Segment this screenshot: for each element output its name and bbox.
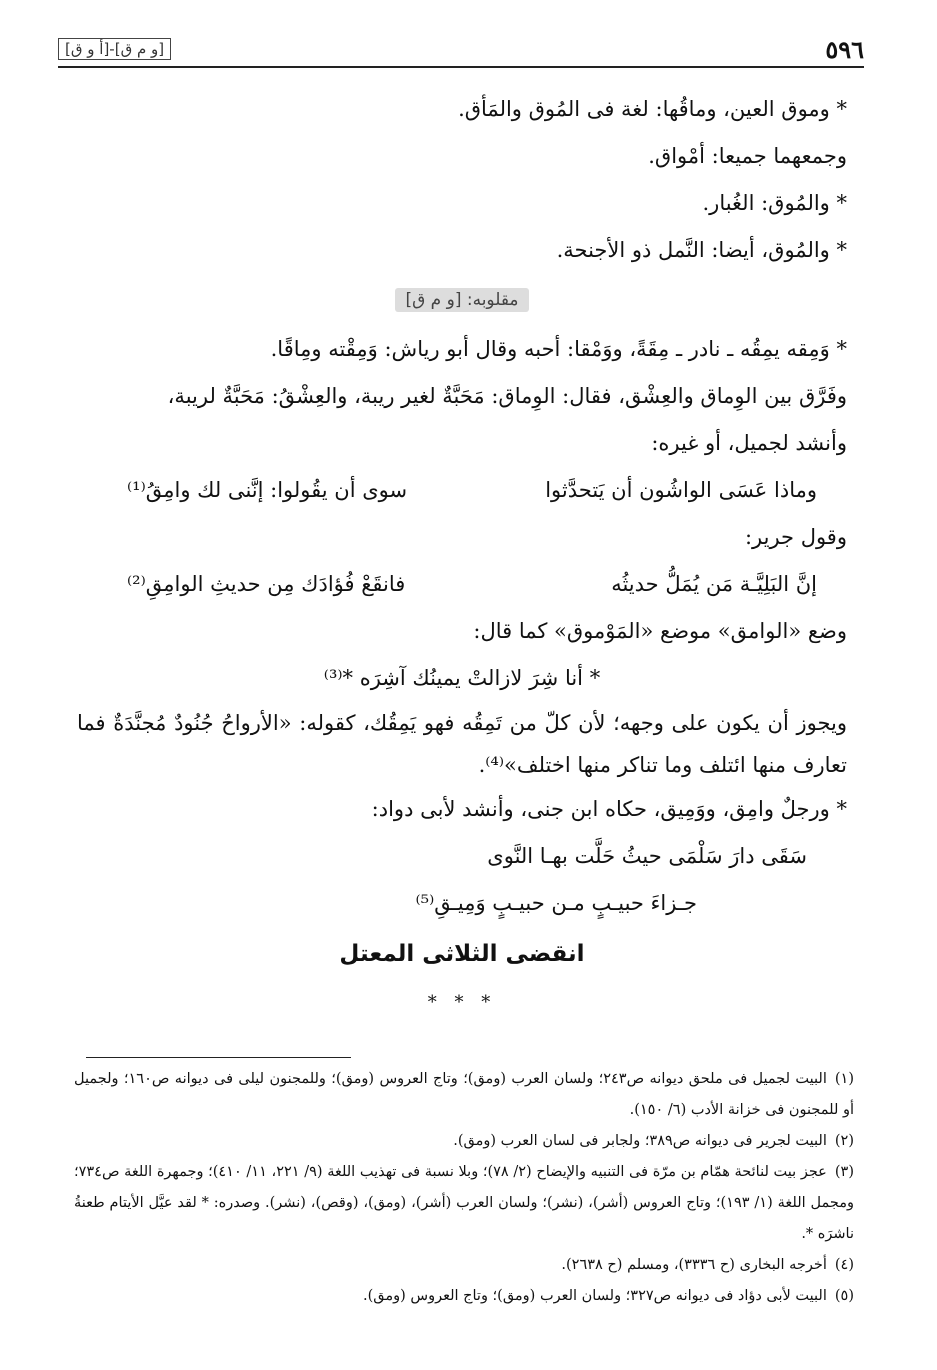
footnote-text: أخرجه البخارى (ح ٣٣٣٦)، ومسلم (ح ٢٦٣٨).: [561, 1257, 827, 1273]
footnote-number: (٤): [834, 1257, 854, 1273]
text-line: * والمُوق: الغُبار.: [702, 191, 847, 215]
section-end-heading: انقضى الثلاثى المعتل: [339, 941, 585, 967]
text-line: * وَمِقه يمِقُه ـ نادر ـ مِقَةً، ووَمْقا: أحبه وقال أبو رياش: وَمِقْته ومِاقًا.: [270, 337, 847, 361]
sub-heading: [77, 274, 847, 326]
text-line: وضع «الوامق» موضع «المَوْموق» كما قال:: [473, 619, 847, 643]
text-line: * والمُوق، أيضا: النَّمل ذو الأجنحة.: [556, 238, 847, 262]
footnote: [74, 1281, 854, 1312]
footnote-text: البيت لجميل فى ملحق ديوانه ص٢٤٣؛ ولسان العرب (ومق)؛ وتاج العروس (ومق)؛ وللمجنون ليلى فى ديوانه ص١٦٠؛ ولجميل أو للمجنون فى خزانة الأدب (٦/ ١٥٠).: [74, 1071, 854, 1118]
footnote: [74, 1157, 854, 1250]
verse-first-hemistich: وماذا عَسَى الواشُون أن يَتحدَّثوا: [545, 478, 817, 502]
text-line: * ورجلٌ وامِق، ووَمِيق، حكاه ابن جنى، وأنشد لأبى دواد:: [371, 797, 847, 821]
running-title: [أ و ق]-[و م ق]: [58, 38, 171, 60]
main-text: [77, 86, 847, 1025]
footnote-number: (١): [834, 1071, 854, 1087]
footnote-text: عجز بيت لنائحة همّام بن مرّة فى التنبيه والإيضاح (٢/ ٧٨)؛ وبلا نسبة فى تهذيب اللغة (٩/ ٢٢١، ١١/ ٤١٠)؛ وجمهرة اللغة ص٧٣٤؛ ومجمل اللغة (١/ ١٩٣)؛ وتاج العروس (أشر)، (نشر)؛ ولسان العرب (أشر)، (ومق)، (وقص)، (نشر). وصدره: * لقد عيَّل الأيتام طعنةُ ناشرَه *.: [74, 1164, 854, 1242]
poem-verse: [77, 467, 847, 514]
page-header: [58, 34, 864, 64]
verse-second-hemistich: سوى أن يقُولوا: إنَّنى لك وامِقُ⁽¹⁾: [127, 478, 408, 502]
sub-heading-label: مقلوبه: [و م ق]: [395, 288, 528, 312]
text-line: وفَرَّق بين الوِماق والعِشْق، فقال: الوِماق: مَحَبَّةٌ لغير ريبة، والعِشْقُ: مَحَبَّةٌ لريبة،: [167, 384, 847, 408]
footnote-number: (٢): [834, 1133, 854, 1149]
footnote: [74, 1126, 854, 1157]
footnote: [74, 1064, 854, 1126]
poem-half-verse: * أنا شِرَ لازالتْ يمينُك آشِرَه *⁽³⁾: [323, 666, 601, 690]
verse-first-hemistich: سَقَى دارَ سَلْمَى حيثُ حَلَّت بهـا النَّوى: [487, 844, 807, 868]
text-line: وجمعهما جميعا: أمْواق.: [648, 144, 847, 168]
footnote-text: البيت لجرير فى ديوانه ص٣٨٩؛ ولجابر فى لسان العرب (ومق).: [453, 1133, 827, 1149]
text-paragraph: ويجوز أن يكون على وجهه؛ لأن كلّ من تَمِقُه فهو يَمِقُك، كقوله: «الأرواحُ جُنُودٌ مُجنَّدَةٌ فما تعارف منها ائتلف وما تناكر منها اختلف»⁽⁴⁾.: [77, 711, 847, 777]
section-divider-stars: * * *: [427, 992, 497, 1013]
text-line: وأنشد لجميل، أو غيره:: [651, 431, 847, 455]
footnote-rule: [86, 1057, 351, 1058]
verse-second-hemistich: جـزاءَ حبيـبٍ مـن حبيـبٍ وَمِيـقِ⁽⁵⁾: [415, 891, 697, 915]
verse-second-hemistich: فانقَعْ فُؤادَك مِن حديثِ الوامِقِ⁽²⁾: [127, 572, 406, 596]
verse-first-hemistich: إنَّ البَلِيَّـة مَن يُمَلُّ حديثُه: [611, 572, 817, 596]
page-number: ٥٩٦: [825, 34, 864, 64]
footnotes: [74, 1064, 854, 1312]
header-rule: [58, 66, 864, 68]
footnote-number: (٥): [834, 1288, 854, 1304]
text-line: * وموق العين، وماقُها: لغة فى المُوق والمَأق.: [458, 97, 847, 121]
poem-verse: [77, 561, 847, 608]
footnote-number: (٣): [834, 1164, 854, 1180]
text-line: وقول جرير:: [744, 525, 847, 549]
footnote: [74, 1250, 854, 1281]
footnote-text: البيت لأبى دؤاد فى ديوانه ص٣٢٧؛ ولسان العرب (ومق)؛ وتاج العروس (ومق).: [362, 1288, 827, 1304]
